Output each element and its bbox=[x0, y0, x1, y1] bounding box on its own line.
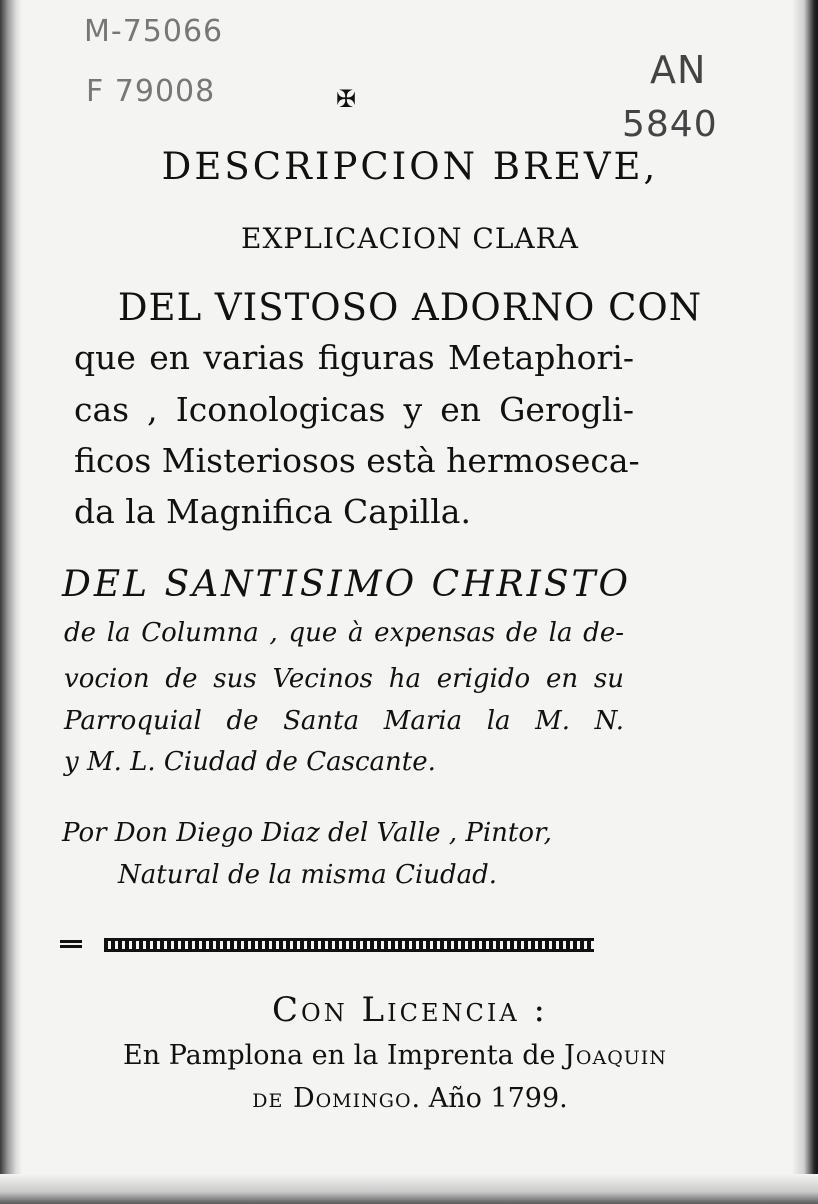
ornamental-rule-stub bbox=[60, 940, 82, 948]
page-edge-left bbox=[0, 0, 22, 1204]
body-line-4: da la Magnifica Capilla. bbox=[74, 492, 471, 531]
imprint-printer-surname: Domingo bbox=[292, 1083, 412, 1114]
imprint-printer-name: Joaquin bbox=[564, 1040, 667, 1071]
page-edge-right bbox=[792, 0, 818, 1204]
imprint-place-printer: En Pamplona en la Imprenta de bbox=[123, 1040, 565, 1071]
imprint-de: de bbox=[252, 1083, 293, 1114]
handwritten-shelfmark-top: M-75066 bbox=[84, 14, 224, 49]
handwritten-right-code: AN bbox=[650, 48, 707, 92]
subject-line-2: vocion de sus Vecinos ha erigido en su bbox=[64, 664, 624, 694]
title-line-2: EXPLICACION CLARA bbox=[241, 222, 579, 255]
author-line-1: Por Don Diego Diaz del Valle , Pintor, bbox=[62, 818, 552, 848]
page-edge-bottom bbox=[0, 1174, 818, 1204]
subject-line-4: y M. L. Ciudad de Cascante. bbox=[64, 747, 436, 777]
imprint-year: . Año 1799. bbox=[411, 1083, 568, 1114]
body-line-2: cas , Iconologicas y en Gerogli- bbox=[74, 390, 634, 429]
title-line-3: DEL VISTOSO ADORNO CON bbox=[117, 286, 703, 329]
body-line-3: ficos Misteriosos està hermoseca- bbox=[74, 441, 640, 480]
imprint-line-2 bbox=[60, 1083, 760, 1114]
subject-line-3: Parroquial de Santa Maria la M. N. bbox=[64, 706, 624, 736]
license-line: Con Licencia : bbox=[272, 990, 548, 1030]
handwritten-right-number: 5840 bbox=[622, 104, 718, 145]
author-line-2: Natural de la misma Ciudad. bbox=[118, 860, 498, 890]
cross-ornament-icon: ✠ bbox=[335, 85, 357, 113]
subject-line-1: de la Columna , que à expensas de la de- bbox=[64, 618, 624, 648]
imprint-line-1 bbox=[50, 1040, 740, 1071]
body-line-1: que en varias figuras Metaphori- bbox=[74, 338, 634, 377]
ornamental-rule bbox=[104, 938, 594, 952]
subject-heading: DEL SANTISIMO CHRISTO bbox=[62, 564, 632, 605]
title-line-1: DESCRIPCION BREVE, bbox=[161, 145, 659, 188]
handwritten-shelfmark-second: F 79008 bbox=[86, 74, 216, 109]
